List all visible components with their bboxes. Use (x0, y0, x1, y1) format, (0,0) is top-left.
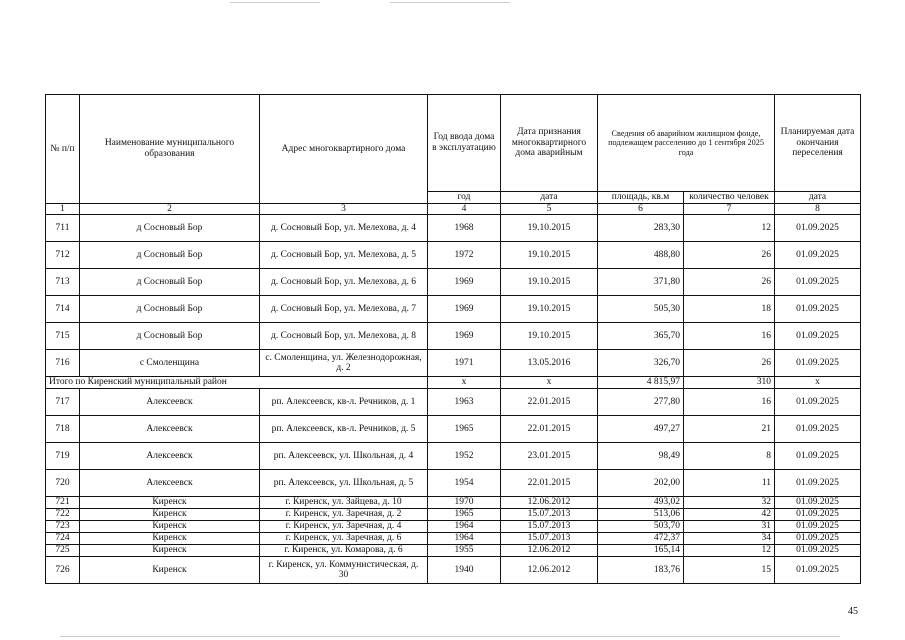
header-date: Дата признания многоквартирного дома аварийным (501, 95, 598, 192)
row-number: 718 (46, 416, 80, 443)
row-people: 12 (684, 545, 775, 557)
row-date: 22.01.2015 (501, 470, 598, 497)
row-year: 1952 (428, 443, 501, 470)
row-address: рп. Алексеевск, ул. Школьная, д. 5 (260, 470, 428, 497)
row-people: 16 (684, 389, 775, 416)
row-people: 34 (684, 533, 775, 545)
row-municipality: Киренск (80, 557, 260, 584)
row-number: 715 (46, 323, 80, 350)
row-address: г. Киренск, ул. Заречная, д. 6 (260, 533, 428, 545)
table-row (46, 545, 861, 557)
row-people: 11 (684, 470, 775, 497)
subheader-plan: дата (775, 192, 861, 204)
row-plan-date: 01.09.2025 (775, 269, 861, 296)
table-row (46, 443, 861, 470)
scan-artifact (390, 2, 510, 3)
table-row (46, 533, 861, 545)
row-date: 22.01.2015 (501, 416, 598, 443)
row-plan-date: 01.09.2025 (775, 242, 861, 269)
row-year: 1968 (428, 215, 501, 242)
row-area: 488,80 (598, 242, 684, 269)
total-row (46, 377, 861, 389)
column-number: 5 (501, 203, 598, 215)
scan-artifact (60, 636, 840, 637)
column-number: 1 (46, 203, 80, 215)
table-row (46, 509, 861, 521)
total-year: x (428, 377, 501, 389)
row-plan-date: 01.09.2025 (775, 497, 861, 509)
row-number: 712 (46, 242, 80, 269)
row-number: 720 (46, 470, 80, 497)
row-people: 32 (684, 497, 775, 509)
row-area: 202,00 (598, 470, 684, 497)
row-number: 722 (46, 509, 80, 521)
row-area: 371,80 (598, 269, 684, 296)
row-plan-date: 01.09.2025 (775, 470, 861, 497)
row-area: 497,27 (598, 416, 684, 443)
row-people: 26 (684, 242, 775, 269)
row-address: г. Киренск, ул. Коммунистическая, д. 30 (260, 557, 428, 584)
total-label: Итого по Киренский муниципальный район (46, 377, 428, 389)
row-people: 15 (684, 557, 775, 584)
row-year: 1969 (428, 296, 501, 323)
row-area: 513,06 (598, 509, 684, 521)
table-row (46, 296, 861, 323)
row-number: 714 (46, 296, 80, 323)
row-address: г. Киренск, ул. Зайцева, д. 10 (260, 497, 428, 509)
row-number: 726 (46, 557, 80, 584)
table-row (46, 215, 861, 242)
row-date: 15.07.2013 (501, 521, 598, 533)
row-date: 19.10.2015 (501, 242, 598, 269)
row-municipality: Алексеевск (80, 416, 260, 443)
column-number: 7 (684, 203, 775, 215)
column-number: 4 (428, 203, 501, 215)
column-number: 6 (598, 203, 684, 215)
row-municipality: Алексеевск (80, 389, 260, 416)
table-row (46, 242, 861, 269)
row-number: 716 (46, 350, 80, 377)
row-address: д. Сосновый Бор, ул. Мелехова, д. 5 (260, 242, 428, 269)
row-year: 1969 (428, 269, 501, 296)
table-row (46, 389, 861, 416)
row-municipality: Киренск (80, 545, 260, 557)
header-num: № п/п (46, 95, 80, 204)
row-year: 1955 (428, 545, 501, 557)
row-people: 21 (684, 416, 775, 443)
row-date: 19.10.2015 (501, 269, 598, 296)
row-address: д. Сосновый Бор, ул. Мелехова, д. 4 (260, 215, 428, 242)
row-year: 1964 (428, 521, 501, 533)
row-municipality: д Сосновый Бор (80, 323, 260, 350)
row-plan-date: 01.09.2025 (775, 509, 861, 521)
row-date: 19.10.2015 (501, 296, 598, 323)
row-date: 22.01.2015 (501, 389, 598, 416)
row-plan-date: 01.09.2025 (775, 350, 861, 377)
page-number: 45 (848, 606, 858, 617)
row-area: 277,80 (598, 389, 684, 416)
row-year: 1970 (428, 497, 501, 509)
row-number: 721 (46, 497, 80, 509)
row-date: 23.01.2015 (501, 443, 598, 470)
row-municipality: Киренск (80, 521, 260, 533)
scan-artifact (230, 2, 320, 3)
row-date: 15.07.2013 (501, 509, 598, 521)
row-address: д. Сосновый Бор, ул. Мелехова, д. 8 (260, 323, 428, 350)
subheader-people: количество человек (684, 192, 775, 204)
row-area: 98,49 (598, 443, 684, 470)
row-address: д. Сосновый Бор, ул. Мелехова, д. 7 (260, 296, 428, 323)
row-plan-date: 01.09.2025 (775, 443, 861, 470)
row-people: 12 (684, 215, 775, 242)
row-date: 19.10.2015 (501, 323, 598, 350)
row-number: 711 (46, 215, 80, 242)
subheader-area: площадь, кв.м (598, 192, 684, 204)
row-year: 1965 (428, 509, 501, 521)
table-row (46, 323, 861, 350)
row-municipality: Алексеевск (80, 443, 260, 470)
row-municipality: д Сосновый Бор (80, 296, 260, 323)
row-municipality: Киренск (80, 533, 260, 545)
row-number: 717 (46, 389, 80, 416)
row-plan-date: 01.09.2025 (775, 557, 861, 584)
row-date: 13.05.2016 (501, 350, 598, 377)
row-people: 26 (684, 269, 775, 296)
row-area: 165,14 (598, 545, 684, 557)
column-number: 2 (80, 203, 260, 215)
row-number: 724 (46, 533, 80, 545)
row-date: 19.10.2015 (501, 215, 598, 242)
total-group (46, 377, 861, 389)
table-row (46, 557, 861, 584)
rows-group-c (46, 497, 861, 557)
row-plan-date: 01.09.2025 (775, 533, 861, 545)
row-address: рп. Алексеевск, кв-л. Речников, д. 1 (260, 389, 428, 416)
row-plan-date: 01.09.2025 (775, 215, 861, 242)
total-plan: x (775, 377, 861, 389)
header-municipality: Наименование муниципального образования (80, 95, 260, 204)
row-municipality: Алексеевск (80, 470, 260, 497)
row-people: 26 (684, 350, 775, 377)
row-municipality: Киренск (80, 509, 260, 521)
header-plan-date: Планируемая дата окончания переселения (775, 95, 861, 192)
row-number: 723 (46, 521, 80, 533)
row-municipality: Киренск (80, 497, 260, 509)
column-number: 3 (260, 203, 428, 215)
total-area: 4 815,97 (598, 377, 684, 389)
row-area: 326,70 (598, 350, 684, 377)
header-year: Год ввода дома в эксплуатацию (428, 95, 501, 192)
row-year: 1963 (428, 389, 501, 416)
row-year: 1965 (428, 416, 501, 443)
row-municipality: с Смоленщина (80, 350, 260, 377)
row-year: 1969 (428, 323, 501, 350)
row-address: д. Сосновый Бор, ул. Мелехова, д. 6 (260, 269, 428, 296)
header-housing-info: Сведения об аварийном жилищном фонде, подлежащем расселению до 1 сентября 2025 года (598, 95, 775, 192)
row-municipality: д Сосновый Бор (80, 215, 260, 242)
table-row (46, 416, 861, 443)
row-people: 8 (684, 443, 775, 470)
table-row (46, 497, 861, 509)
row-year: 1954 (428, 470, 501, 497)
row-address: рп. Алексеевск, кв-л. Речников, д. 5 (260, 416, 428, 443)
row-municipality: д Сосновый Бор (80, 269, 260, 296)
row-plan-date: 01.09.2025 (775, 296, 861, 323)
table-row (46, 269, 861, 296)
table-row (46, 470, 861, 497)
row-date: 12.06.2012 (501, 545, 598, 557)
table-row (46, 350, 861, 377)
row-people: 42 (684, 509, 775, 521)
total-people: 310 (684, 377, 775, 389)
row-area: 493,02 (598, 497, 684, 509)
subheader-year: год (428, 192, 501, 204)
row-number: 725 (46, 545, 80, 557)
row-area: 283,30 (598, 215, 684, 242)
row-area: 365,70 (598, 323, 684, 350)
row-plan-date: 01.09.2025 (775, 323, 861, 350)
row-year: 1971 (428, 350, 501, 377)
table-row (46, 521, 861, 533)
row-plan-date: 01.09.2025 (775, 521, 861, 533)
row-area: 472,37 (598, 533, 684, 545)
row-date: 12.06.2012 (501, 497, 598, 509)
row-plan-date: 01.09.2025 (775, 416, 861, 443)
row-address: рп. Алексеевск, ул. Школьная, д. 4 (260, 443, 428, 470)
row-date: 12.06.2012 (501, 557, 598, 584)
table-header (46, 95, 861, 215)
row-address: г. Киренск, ул. Заречная, д. 2 (260, 509, 428, 521)
row-area: 503,70 (598, 521, 684, 533)
row-area: 505,30 (598, 296, 684, 323)
row-address: г. Киренск, ул. Заречная, д. 4 (260, 521, 428, 533)
row-people: 16 (684, 323, 775, 350)
rows-group-b (46, 389, 861, 497)
row-people: 18 (684, 296, 775, 323)
row-year: 1972 (428, 242, 501, 269)
subheader-date: дата (501, 192, 598, 204)
row-municipality: д Сосновый Бор (80, 242, 260, 269)
row-address: г. Киренск, ул. Комарова, д. 6 (260, 545, 428, 557)
row-year: 1940 (428, 557, 501, 584)
header-address: Адрес многоквартирного дома (260, 95, 428, 204)
row-area: 183,76 (598, 557, 684, 584)
row-plan-date: 01.09.2025 (775, 389, 861, 416)
row-year: 1964 (428, 533, 501, 545)
total-date: x (501, 377, 598, 389)
row-people: 31 (684, 521, 775, 533)
resettlement-table (45, 94, 861, 584)
row-date: 15.07.2013 (501, 533, 598, 545)
row-address: с. Смоленщина, ул. Железнодорожная, д. 2 (260, 350, 428, 377)
row-number: 713 (46, 269, 80, 296)
row-number: 719 (46, 443, 80, 470)
rows-group-d (46, 557, 861, 584)
rows-group-a (46, 215, 861, 377)
column-number: 8 (775, 203, 861, 215)
row-plan-date: 01.09.2025 (775, 545, 861, 557)
